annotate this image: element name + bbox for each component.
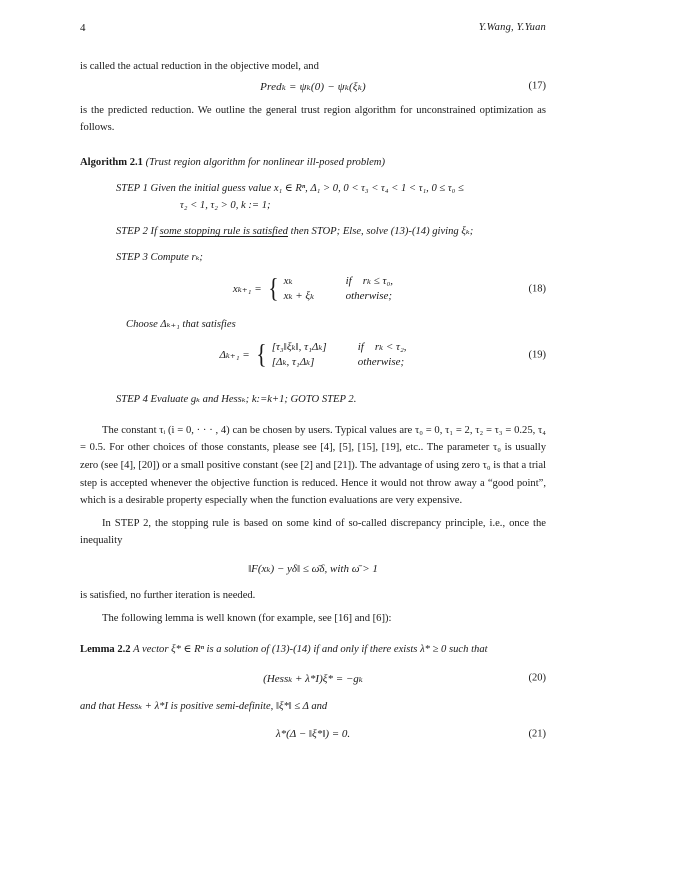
equation-19-lhs: Δₖ₊₁ = — [219, 349, 250, 362]
equation-19-case-2-value: [Δₖ, τ₁Δₖ] — [271, 355, 315, 368]
equation-17-number: (17) — [528, 80, 546, 92]
paragraph-satisfied: is satisfied, no further iteration is needed. — [80, 589, 256, 601]
step-2-stopping-rule: some stopping rule is satisfied — [159, 226, 288, 238]
equation-21 — [80, 715, 546, 753]
lemma-label: Lemma 2.2 — [80, 644, 131, 656]
equation-18-lhs: xₖ₊₁ = — [232, 283, 262, 296]
equation-18-case-2 — [284, 289, 393, 304]
equation-19-case-1-value: [τ₃‖ξₖ‖, τ₁Δₖ] — [271, 340, 327, 353]
equation-21-number: (21) — [528, 728, 546, 740]
step-1-label: STEP 1 — [116, 182, 148, 194]
equation-19-case-2-condition: otherwise; — [357, 355, 405, 368]
equation-19 — [80, 333, 546, 377]
equation-18-case-2-value: xₖ + ξₖ — [283, 289, 315, 302]
running-head — [80, 22, 546, 34]
step-2-suffix: then STOP; Else, solve (13)-(14) giving ξₖ; — [287, 226, 474, 238]
equation-discrepancy — [80, 550, 546, 587]
paragraph-actual-reduction: is called the actual reduction in the objective model, and — [80, 61, 319, 72]
equation-17-body: Predₖ = ψₖ(0) − ψₖ(ξₖ) — [260, 80, 366, 93]
lemma-text-2: and that Hessₖ + λ*I is positive semi-definite, ‖ξ*‖ ≤ Δ and — [80, 700, 328, 712]
lemma-statement — [80, 641, 546, 659]
equation-18-case-2-condition: otherwise; — [345, 289, 393, 302]
lemma-text: A vector ξ* ∈ Rⁿ is a solution of (13)-(14) if and only if there exists λ* ≥ 0 such that — [133, 644, 488, 656]
equation-19-body — [219, 340, 406, 370]
equation-19-number: (19) — [528, 349, 546, 361]
equation-18 — [80, 267, 546, 311]
equation-20-body: (Hessₖ + λ*I)ξ* = −gₖ — [263, 672, 363, 685]
algorithm-label: Algorithm 2.1 — [80, 156, 143, 168]
algorithm-step-3 — [116, 249, 546, 266]
algorithm-heading — [80, 154, 546, 171]
choose-delta-line: Choose Δₖ₊₁ that satisfies — [126, 318, 236, 330]
left-brace-glyph: { — [267, 272, 279, 303]
paragraph-constants: The constant τᵢ (i = 0, · · · , 4) can be chosen by users. Typical values are τ₀ = 0, τ₁ = 2, τ₂ = τ₃ = 0.25, τ₄ = 0.5. For other choices of those constants, please see [4], [5], [15], [19], etc.. The parameter τ₀ is usually zero (see [4], [20]) or a small positive constant (see [2] and [21]). The advantage of using zero τ₀ is that a trial step is accepted whenever the objective function is reduced. Hence it would not throw away a “good point”, which is a desirable property especially when the function evaluations are very expensive. — [80, 424, 546, 507]
algorithm-step-1 — [116, 180, 546, 214]
left-brace-glyph: { — [256, 338, 267, 369]
equation-21-body: λ*(Δ − ‖ξ*‖) = 0. — [275, 728, 351, 741]
step-4-label: STEP 4 — [116, 393, 148, 405]
equation-19-case-2 — [272, 355, 407, 370]
equation-19-case-1-condition: if rₖ < τ₂, — [357, 340, 407, 353]
page-number: 4 — [80, 22, 86, 34]
equation-20-number: (20) — [528, 672, 546, 684]
running-head-authors: Y.Wang, Y.Yuan — [478, 22, 546, 33]
paragraph-stopping-rule: In STEP 2, the stopping rule is based on some kind of so-called discrepancy principle, i.e., once the inequality — [80, 517, 546, 547]
paragraph-predicted-reduction: is the predicted reduction. We outline the general trust region algorithm for unconstrained optimization as follows. — [80, 104, 546, 134]
equation-discrepancy-body: ‖F(xₖ) − yδ‖ ≤ ω̄δ, with ω̄ > 1 — [248, 562, 378, 575]
step-3-label: STEP 3 — [116, 252, 148, 264]
equation-17 — [80, 76, 546, 97]
equation-18-case-1-condition: if rₖ ≤ τ₀, — [345, 274, 394, 287]
equation-18-case-1 — [284, 274, 393, 289]
lemma-continuation — [80, 698, 546, 716]
page-body — [80, 58, 546, 753]
algorithm-step-2 — [116, 223, 546, 240]
equation-20 — [80, 659, 546, 698]
algorithm-title: (Trust region algorithm for nonlinear ill-posed problem) — [145, 156, 385, 168]
step-2-prefix: If — [150, 226, 160, 238]
equation-18-body — [233, 274, 393, 304]
step-1-line-2: τ₂ < 1, τ₂ > 0, k := 1; — [180, 199, 271, 211]
document-page — [80, 0, 546, 880]
step-2-label: STEP 2 — [116, 226, 148, 238]
equation-19-case-1 — [272, 340, 407, 355]
step-3-text: Compute rₖ; — [150, 252, 203, 264]
algorithm-step-4 — [116, 391, 546, 408]
paragraph-lemma-intro: The following lemma is well known (for example, see [16] and [6]): — [102, 612, 392, 624]
step-1-line-1: Given the initial guess value x₁ ∈ Rⁿ, Δ₁ > 0, 0 < τ₃ < τ₄ < 1 < τ₁, 0 ≤ τ₀ ≤ — [150, 182, 464, 194]
equation-18-number: (18) — [528, 283, 546, 295]
lemma-block — [80, 641, 546, 659]
step-4-text: Evaluate gₖ and Hessₖ; k:=k+1; GOTO STEP 2. — [150, 393, 357, 405]
equation-18-case-1-value: xₖ — [283, 274, 293, 287]
